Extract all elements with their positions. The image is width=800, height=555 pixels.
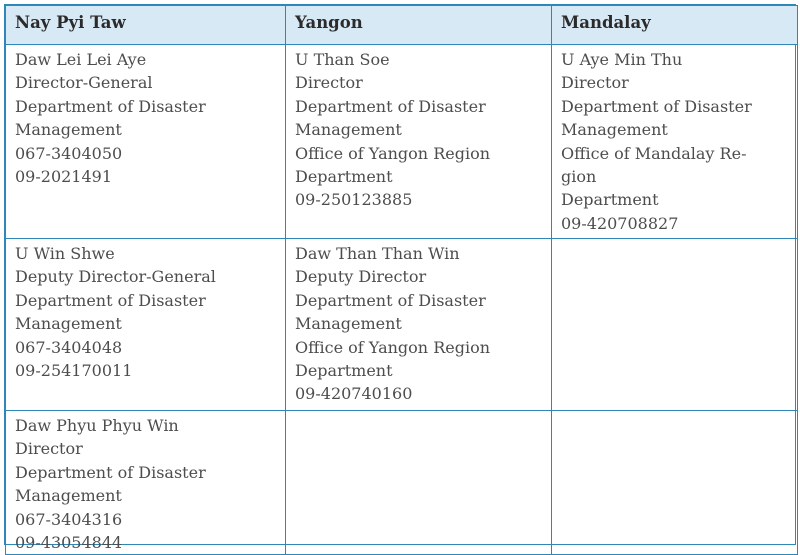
header-nay-pyi-taw: Nay Pyi Taw: [6, 6, 286, 45]
contact-department: Management: [561, 120, 668, 140]
contact-phone: 09-250123885: [295, 190, 413, 210]
contact-phone: 09-254170011: [15, 361, 133, 381]
contact-cell: [6, 411, 286, 555]
contact-phone: 09-420708827: [561, 213, 679, 233]
contact-department: Department of Disaster: [15, 96, 206, 116]
contact-phone: 067-3404048: [15, 337, 123, 357]
empty-cell: [552, 239, 798, 411]
contact-name: U Win Shwe: [15, 244, 115, 263]
contact-department: Department of Disaster: [295, 96, 486, 116]
contact-title: Deputy Director: [295, 267, 427, 287]
contact-title: Director: [295, 73, 363, 93]
contact-name: Daw Than Than Win: [295, 244, 460, 263]
contact-office: Office of Yangon Region: [295, 143, 490, 163]
contact-title: Director: [561, 73, 629, 93]
contact-cell: [286, 45, 552, 239]
contact-department: Management: [15, 120, 122, 140]
contact-department: Management: [295, 120, 402, 140]
contact-department: Management: [295, 314, 402, 334]
contact-name: Daw Lei Lei Aye: [15, 50, 147, 69]
contact-office: Department: [295, 167, 393, 187]
contact-phone: 09-2021491: [15, 167, 113, 187]
disaster-management-contacts-table: [5, 5, 798, 555]
contact-title: Director-General: [15, 73, 153, 93]
contact-title: Director: [15, 439, 83, 459]
contact-phone: 09-43054844: [15, 533, 123, 553]
contact-phone: 067-3404316: [15, 509, 123, 529]
empty-cell: [552, 411, 798, 555]
contact-phone: 09-420740160: [295, 384, 413, 404]
contact-phone: 067-3404050: [15, 143, 123, 163]
contact-department: Department of Disaster: [15, 290, 206, 310]
contacts-table-frame: [4, 4, 796, 553]
header-yangon: Yangon: [286, 6, 552, 45]
contact-cell: [552, 45, 798, 239]
contact-cell: [286, 239, 552, 411]
contact-department: Management: [15, 486, 122, 506]
contact-cell: [6, 45, 286, 239]
table-row: [6, 239, 798, 411]
contact-name: U Aye Min Thu: [561, 50, 683, 69]
table-row: [6, 45, 798, 239]
header-mandalay: Mandalay: [552, 6, 798, 45]
empty-cell: [286, 411, 552, 555]
contact-office: Department: [561, 190, 659, 210]
contact-name: Daw Phyu Phyu Win: [15, 416, 179, 435]
contact-office: Office of Yangon Region: [295, 337, 490, 357]
contact-department: Management: [15, 314, 122, 334]
contact-department: Department of Disaster: [295, 290, 486, 310]
contact-office: Office of Mandalay Re-: [561, 143, 747, 163]
header-row: [6, 6, 798, 45]
contact-title: Deputy Director-General: [15, 267, 216, 287]
contact-office: Department: [295, 361, 393, 381]
table-row: [6, 411, 798, 555]
contact-department: Department of Disaster: [15, 462, 206, 482]
contact-cell: [6, 239, 286, 411]
contact-office: gion: [561, 167, 597, 187]
contact-name: U Than Soe: [295, 50, 390, 69]
contact-department: Department of Disaster: [561, 96, 752, 116]
